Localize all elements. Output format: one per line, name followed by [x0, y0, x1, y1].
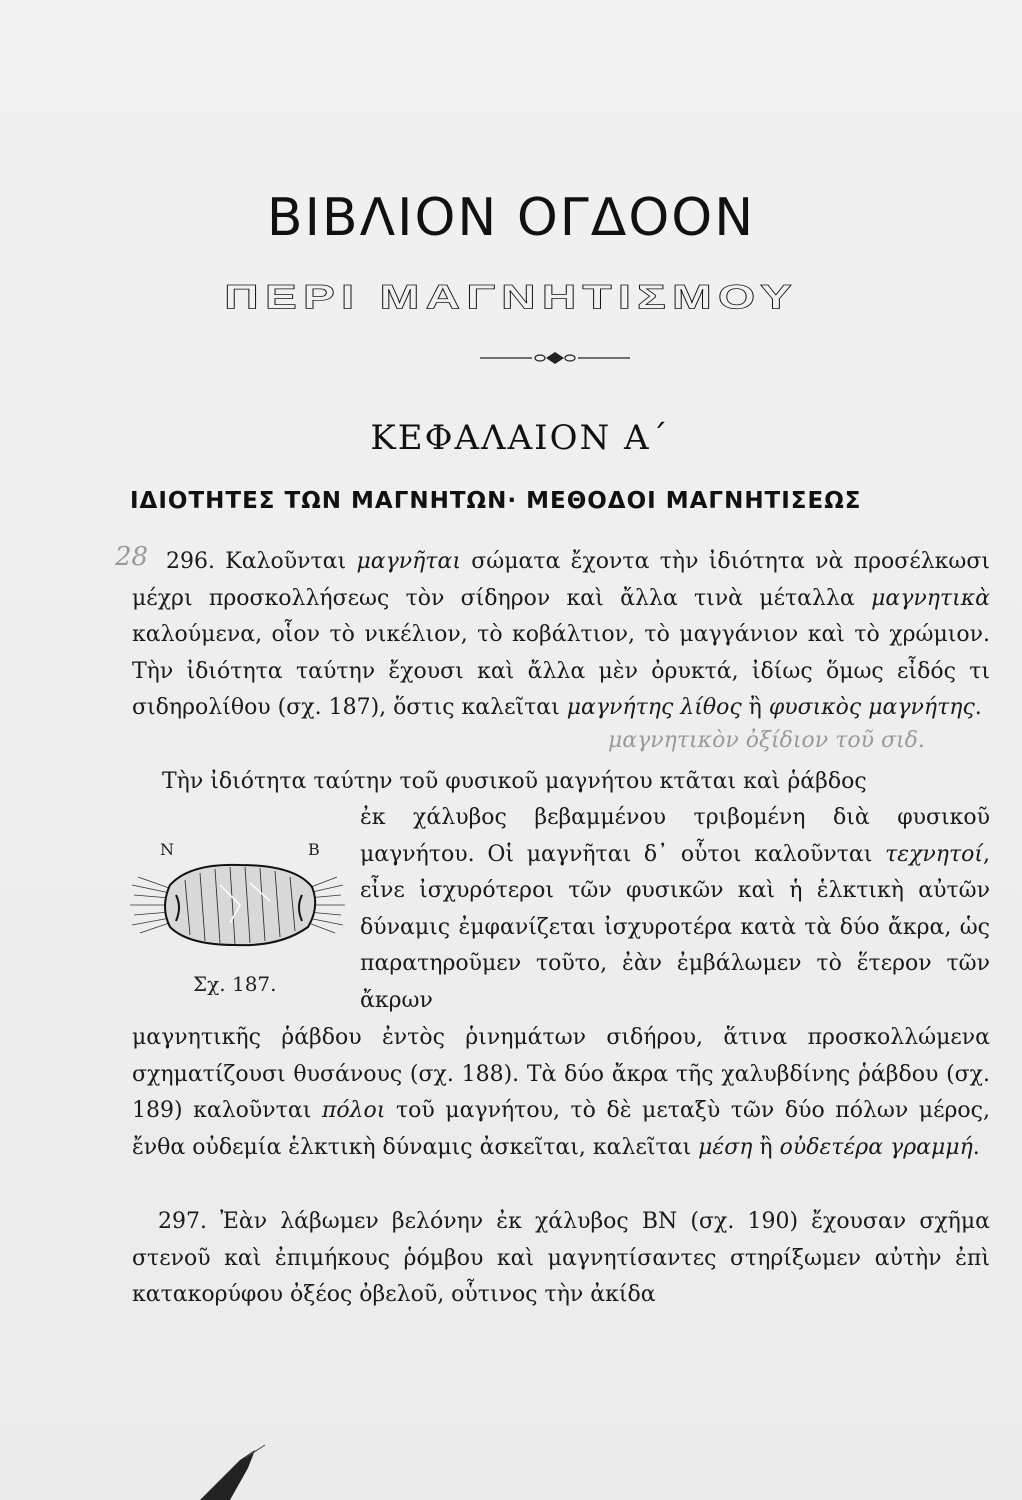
chapter-heading: ΚΕΦΑΛΑΙΟΝ Α΄: [370, 418, 670, 458]
book-title: ΒΙΒΛΙΟΝ ΟΓΔΟΟΝ: [266, 188, 756, 248]
subject-heading: ΠΕΡΙ ΜΑΓΝΗΤΙΣΜΟΥ: [224, 278, 798, 317]
paragraph-296: 296. Καλοῦνται μαγνῆται σώματα ἔχοντα τὴν ἰδιότητα νὰ προσέλκωσι μέχρι προσκολλήσεως τὸν σίδηρον καὶ ἄλλα τινὰ μέταλλα μαγνητικὰ καλούμενα, οἷον τὸ νικέλιον, τὸ κοβάλτιον, τὸ μαγγάνιον καὶ τὸ χρώμιον. Τὴν ἰδιότητα ταύτην ἔχουσι καὶ ἄλλα μὲν ὀρυκτά, ἰδίως ὅμως εἶδός τι σιδηρολίθου (σχ. 187), ὅστις καλεῖται μαγνήτης λίθος ἢ φυσικὸς μαγνήτης.: [132, 549, 990, 720]
figure-label-n: N: [160, 840, 174, 859]
scan-artifact: [200, 1410, 330, 1500]
ornament-divider: [480, 350, 630, 366]
paragraph-2-wrap: ἐκ χάλυβος βεβαμμένου τριβομένη διὰ φυσικοῦ μαγνήτου. Οἱ μαγνῆται δ᾽ οὗτοι καλοῦνται τεχνητοί, εἶνε ἰσχυρότεροι τῶν φυσικῶν καὶ ἡ ἑλκτικὴ αὐτῶν δύναμις ἐμφανίζεται ἰσχυροτέρα κατὰ τὰ δύο ἄκρα, ὡς παρατηροῦμεν τοῦτο, ἐὰν ἐμβάλωμεν τὸ ἕτερον τῶν ἄκρων: [360, 805, 990, 1013]
magnet-stone-figure: [130, 835, 345, 970]
paragraph-297: 297. Ἐὰν λάβωμεν βελόνην ἐκ χάλυβος ΒΝ (σχ. 190) ἔχουσαν σχῆμα στενοῦ καὶ ἐπιμήκους ῥόμβου καὶ μαγνητίσαντες στηρίξωμεν αὐτὴν ἐπὶ κατακορύφου ὀξέος ὀβελοῦ, οὗτινος τὴν ἀκίδα: [132, 1209, 990, 1307]
figure-caption: Σχ. 187.: [193, 972, 277, 996]
paragraph-2-first-line: Τὴν ἰδιότητα ταύτην τοῦ φυσικοῦ μαγνήτου κτᾶται καὶ ῥάβδος: [162, 769, 867, 794]
chapter-title: ΙΔΙΟΤΗΤΕΣ ΤΩΝ ΜΑΓΝΗΤΩΝ· ΜΕΘΟΔΟΙ ΜΑΓΝΗΤΙΣΕΩΣ: [130, 488, 862, 514]
handwritten-annotation: μαγνητικὸν ὀξίδιον τοῦ σιδ.: [608, 728, 925, 753]
paragraph-2-rest: μαγνητικῆς ῥάβδου ἐντὸς ῥινημάτων σιδήρου, ἅτινα προσκολλώμενα σχηματίζουσι θυσάνους (σχ. 188). Τὰ δύο ἄκρα τῆς χαλυβδίνης ῥάβδου (σχ. 189) καλοῦνται πόλοι τοῦ μαγνήτου, τὸ δὲ μεταξὺ τῶν δύο πόλων μέρος, ἔνθα οὐδεμία ἑλκτικὴ δύναμις ἀσκεῖται, καλεῖται μέση ἢ οὐδετέρα γραμμή.: [132, 1025, 990, 1160]
figure-label-b: B: [308, 840, 320, 859]
handwritten-mark: 28: [115, 542, 149, 572]
